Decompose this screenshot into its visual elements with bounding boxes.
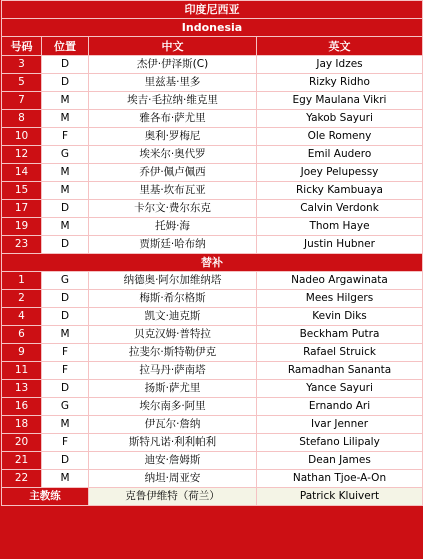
roster-body [2,1,423,506]
player-row [2,398,423,416]
player-number: 5 [2,74,42,92]
player-name-en: Thom Haye [257,218,423,236]
player-position: M [42,416,89,434]
coach-name-en: Patrick Kluivert [257,488,423,506]
player-row [2,308,423,326]
player-name-en: Yance Sayuri [257,380,423,398]
player-name-en: Rafael Struick [257,344,423,362]
player-name-en: Justin Hubner [257,236,423,254]
player-name-en: Egy Maulana Vikri [257,92,423,110]
player-name-en: Yakob Sayuri [257,110,423,128]
player-position: G [42,146,89,164]
player-name-en: Ole Romeny [257,128,423,146]
coach-name-cn: 克鲁伊维特（荷兰） [89,488,257,506]
header-chinese-name: 中文 [89,37,257,56]
player-number: 15 [2,182,42,200]
header-english-name: 英文 [257,37,423,56]
player-position: M [42,92,89,110]
player-number: 1 [2,272,42,290]
player-name-cn: 贝克汉姆·普特拉 [89,326,257,344]
header-row [2,37,423,56]
player-position: F [42,344,89,362]
player-name-cn: 卡尔文·费尔东克 [89,200,257,218]
player-position: M [42,326,89,344]
player-name-en: Calvin Verdonk [257,200,423,218]
player-name-cn: 伊瓦尔·詹纳 [89,416,257,434]
coach-row [2,488,423,506]
player-number: 17 [2,200,42,218]
player-name-cn: 杰伊·伊泽斯(C) [89,56,257,74]
player-row [2,470,423,488]
player-name-cn: 雅各布·萨尤里 [89,110,257,128]
player-number: 16 [2,398,42,416]
player-number: 22 [2,470,42,488]
player-position: G [42,398,89,416]
player-row [2,380,423,398]
team-title-cn: 印度尼西亚 [2,1,423,19]
player-name-en: Ernando Ari [257,398,423,416]
player-name-cn: 奥利·罗梅尼 [89,128,257,146]
substitutes-header-row [2,254,423,272]
player-position: M [42,218,89,236]
player-name-cn: 埃米尔·奥代罗 [89,146,257,164]
player-number: 23 [2,236,42,254]
player-name-en: Emil Audero [257,146,423,164]
player-name-en: Joey Pelupessy [257,164,423,182]
player-position: D [42,380,89,398]
player-number: 19 [2,218,42,236]
player-row [2,146,423,164]
player-row [2,56,423,74]
player-position: D [42,74,89,92]
player-position: M [42,470,89,488]
player-position: D [42,236,89,254]
player-name-cn: 乔伊·佩卢佩西 [89,164,257,182]
player-name-cn: 纳坦·周亚安 [89,470,257,488]
player-name-en: Dean James [257,452,423,470]
player-position: D [42,200,89,218]
player-name-cn: 贾斯廷·哈布纳 [89,236,257,254]
player-row [2,290,423,308]
player-name-en: Rizky Ridho [257,74,423,92]
player-number: 18 [2,416,42,434]
player-name-cn: 扬斯·萨尤里 [89,380,257,398]
player-name-cn: 里基·坎布瓦亚 [89,182,257,200]
player-row [2,326,423,344]
team-title-en: Indonesia [2,19,423,37]
player-name-en: Nadeo Argawinata [257,272,423,290]
player-position: F [42,434,89,452]
player-name-cn: 拉马丹·萨南塔 [89,362,257,380]
player-row [2,128,423,146]
player-row [2,344,423,362]
player-number: 3 [2,56,42,74]
player-position: F [42,362,89,380]
player-name-en: Ivar Jenner [257,416,423,434]
player-name-en: Ramadhan Sananta [257,362,423,380]
player-number: 4 [2,308,42,326]
player-position: D [42,452,89,470]
player-position: D [42,56,89,74]
player-name-cn: 托姆·海 [89,218,257,236]
player-number: 11 [2,362,42,380]
player-position: M [42,182,89,200]
player-position: D [42,290,89,308]
player-name-en: Stefano Lilipaly [257,434,423,452]
player-row [2,74,423,92]
player-position: G [42,272,89,290]
player-name-cn: 里兹基·里多 [89,74,257,92]
player-name-en: Ricky Kambuaya [257,182,423,200]
player-name-cn: 斯特凡诺·利利帕利 [89,434,257,452]
player-row [2,164,423,182]
player-number: 9 [2,344,42,362]
player-name-en: Nathan Tjoe-A-On [257,470,423,488]
header-number: 号码 [2,37,42,56]
player-name-en: Jay Idzes [257,56,423,74]
player-row [2,110,423,128]
header-position: 位置 [42,37,89,56]
player-number: 13 [2,380,42,398]
player-name-cn: 凯文·迪克斯 [89,308,257,326]
player-row [2,92,423,110]
player-name-cn: 拉斐尔·斯特勒伊克 [89,344,257,362]
player-number: 10 [2,128,42,146]
player-row [2,200,423,218]
player-number: 2 [2,290,42,308]
player-name-en: Mees Hilgers [257,290,423,308]
player-position: F [42,128,89,146]
roster-table [1,0,423,506]
player-row [2,362,423,380]
player-name-en: Kevin Diks [257,308,423,326]
player-position: M [42,110,89,128]
player-number: 7 [2,92,42,110]
player-row [2,272,423,290]
substitutes-label: 替补 [2,254,423,272]
player-name-en: Beckham Putra [257,326,423,344]
player-name-cn: 埃吉·毛拉纳·维克里 [89,92,257,110]
player-name-cn: 梅斯·希尔格斯 [89,290,257,308]
player-row [2,434,423,452]
player-position: M [42,164,89,182]
player-name-cn: 埃尔南多·阿里 [89,398,257,416]
player-number: 20 [2,434,42,452]
player-row [2,416,423,434]
player-number: 12 [2,146,42,164]
player-position: D [42,308,89,326]
player-name-cn: 迪安·詹姆斯 [89,452,257,470]
title-row [2,1,423,19]
player-number: 14 [2,164,42,182]
player-row [2,236,423,254]
subtitle-row [2,19,423,37]
player-number: 6 [2,326,42,344]
coach-label: 主教练 [2,488,89,506]
player-number: 8 [2,110,42,128]
player-row [2,218,423,236]
player-row [2,182,423,200]
player-name-cn: 纳德奥·阿尔加维纳塔 [89,272,257,290]
player-number: 21 [2,452,42,470]
player-row [2,452,423,470]
